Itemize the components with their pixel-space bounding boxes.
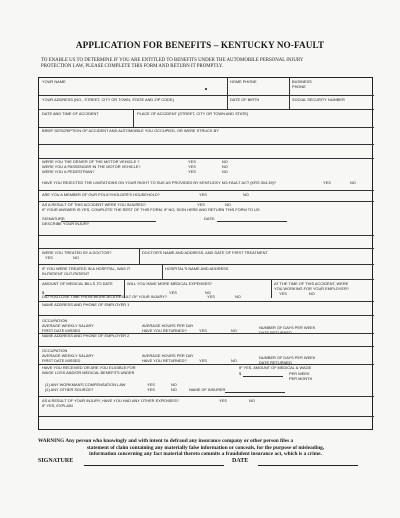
policyholder-no[interactable]: NO — [243, 192, 249, 197]
employer-2-date-returned: DATE RETURNED — [259, 360, 292, 365]
signature-small-label: SIGNATURE: — [42, 216, 66, 221]
form-title: APPLICATION FOR BENEFITS – KENTUCKY NO-FAULT — [75, 40, 325, 50]
other-expenses-no[interactable]: NO — [249, 398, 255, 403]
employer-1-label: NAME ADDRESS AND PHONE OF EMPLOYER 1 — [42, 302, 130, 307]
form-instructions — [41, 58, 371, 71]
application-form-grid — [38, 77, 373, 430]
driver-question: WERE YOU THE DRIVER OF THE MOTOR VEHICLE ? — [42, 159, 140, 164]
if-yes-explain-label: IF YES, EXPLAIN — [42, 403, 73, 408]
employer-2-days-per-week: NUMBER OF DAYS PER WEEK — [259, 355, 316, 360]
passenger-question: WERE YOU A PASSENGER IN THE MOTOR VEHICLE? — [42, 164, 141, 169]
employer-1-returned-question: HAVE YOU RETURNED? — [142, 328, 187, 333]
ssn-label: SOCIAL SECURITY NUMBER — [292, 97, 345, 102]
more-medical-question: WILL YOU HAVE MORE MEDICAL EXPENSES? — [127, 281, 212, 286]
address-label: YOUR ADDRESS (NO., STREET, CITY OR TOWN, STATE AND ZIP CODE) — [42, 97, 174, 102]
employer-2-first-date-missed: FIRST DATE MISSED — [42, 358, 81, 363]
fraud-warning-line-1: WARNING Any person who knowingly and with intent to defraud any insurance company or other person files a — [38, 438, 294, 444]
injured-yes[interactable]: YES — [197, 202, 205, 207]
employer-2-returned-no[interactable]: NO — [231, 358, 237, 363]
employer-1-hours-per-day: AVERAGE HOURS PER DAY — [142, 323, 194, 328]
employer-1-occupation: OCCUPATION — [42, 318, 68, 323]
passenger-no[interactable]: NO — [222, 164, 228, 169]
employer-1-returned-yes[interactable]: YES — [199, 328, 207, 333]
medical-bills-label: AMOUNT OF MEDICAL BILLS TO DATE — [42, 281, 113, 286]
policyholder-yes[interactable]: YES — [199, 192, 207, 197]
employer-2-label: NAME ADDRESS AND PHONE OF EMPLOYER 2 — [42, 333, 130, 338]
injured-no[interactable]: NO — [225, 202, 231, 207]
medical-bills-dollar: $ — [42, 290, 45, 295]
home-phone-label: HOME PHONE — [230, 79, 257, 84]
eligible-amount-label: IF YES, AMOUNT OF MEDICAL & WAGE — [239, 365, 312, 370]
employer-2-occupation: OCCUPATION — [42, 348, 68, 353]
per-week-label: PER WEEK — [289, 371, 310, 376]
hospital-question: IF YOU WERE TREATED IN A HOSPITAL, WAS IT — [42, 266, 131, 271]
lose-time-question: DID YOU LOSE TIME FROM WORK AS A RESULT OF YOUR INJURY? — [42, 294, 167, 299]
working-no[interactable]: NO — [309, 291, 315, 296]
doctor-info-label: DOCTOR'S NAME AND ADDRESS, AND DATE OF FIRST TREATMENT — [142, 250, 268, 255]
fraud-warning-line-2: statement of claim containing any materially false information or conceals, for the purpose of misleading, — [86, 444, 325, 451]
employer-1-returned-no[interactable]: NO — [231, 328, 237, 333]
other-source-no[interactable]: NO — [171, 387, 177, 392]
hospital-info-label: HOSPITAL'S NAME AND ADDRESS — [165, 266, 229, 271]
other-source-yes[interactable]: YES — [147, 387, 155, 392]
workmans-comp-no[interactable]: NO — [171, 382, 177, 387]
your-name-label: YOUR NAME — [42, 79, 66, 84]
working-question-line-2: YOU WORKING FOR YOUR EMPLOYER? — [274, 286, 349, 291]
eligible-question-line-1: HAVE YOU RECEIVED OR ARE YOU ELIGIBLE FOR — [42, 365, 136, 370]
fraud-warning — [38, 438, 373, 458]
policyholder-household-question: ARE YOU A MEMBER OF OUR POLICYHOLDER'S HOUSEHOLD? — [42, 192, 160, 197]
more-medical-yes[interactable]: YES — [169, 290, 177, 295]
other-expenses-yes[interactable]: YES — [219, 398, 227, 403]
doctor-question: WERE YOU TREATED BY A DOCTOR? — [42, 250, 112, 255]
other-expenses-question: AS A RESULT OF YOUR INJURY, HAVE YOU HAD ANY OTHER EXPENSES? — [42, 398, 179, 403]
rejected-limitations-question: HAVE YOU REJECTED THE LIMITATIONS ON YOUR RIGHT TO SUE AS PROVIDED BY KENTUCKY NO-FAULT ACT (KRS 304.39)? — [42, 180, 276, 185]
pedestrian-no[interactable]: NO — [222, 169, 228, 174]
working-yes[interactable]: YES — [279, 291, 287, 296]
fraud-warning-line-3: information concerning any fact material thereto commits a fraudulent insurance act, which is a crime. — [89, 451, 322, 458]
lose-time-yes[interactable]: YES — [207, 294, 215, 299]
workmans-comp-yes[interactable]: YES — [147, 382, 155, 387]
place-of-accident-label: PLACE OF ACCIDENT (STREET, CITY OR TOWN AND STATE) — [137, 111, 249, 116]
more-medical-no[interactable]: NO — [205, 290, 211, 295]
signature-label: SIGNATURE — [38, 458, 74, 464]
employer-1-date-returned: DATE RETURNED — [259, 330, 292, 335]
employer-1-weekly-salary: AVERAGE WEEKLY SALARY — [42, 323, 94, 328]
eligible-dollar: $ — [239, 371, 242, 376]
instruction-line-2: PROTECTION LAW, PLEASE COMPLETE THIS FORM AND RETURN IT PROMPTLY. — [41, 64, 223, 70]
name-of-insurer-label: NAME OF INSURER — [189, 387, 226, 392]
in-out-patient-options[interactable]: IN-PATIENT OUT-PATIENT — [42, 271, 90, 276]
date-of-birth-label: DATE OF BIRTH — [230, 97, 260, 102]
eligible-question-line-2: WAGE LOSS AND/OR MEDICAL BENEFITS UNDER — [42, 370, 135, 375]
lose-time-no[interactable]: NO — [235, 294, 241, 299]
driver-yes[interactable]: YES — [188, 159, 196, 164]
employer-1-days-per-week: NUMBER OF DAYS PER WEEK — [259, 325, 316, 330]
date-line[interactable] — [258, 465, 358, 466]
per-month-label: PER MONTH — [289, 376, 313, 381]
doctor-yes[interactable]: YES — [45, 255, 53, 260]
date-time-accident-label: DATE AND TIME OF ACCIDENT — [42, 111, 99, 116]
injured-question: AS A RESULT OF THIS ACCIDENT WERE YOU INJURED? — [42, 202, 146, 207]
workmans-comp-option: (1) ANY WORKMAN'S COMPENSATION LAW — [45, 382, 126, 387]
scan-speck — [205, 88, 207, 90]
injured-instructions: IF YOUR ANSWER IS YES, COMPLETE THE REST OF THIS FORM. IF NO, SIGN HERE AND RETURN THIS FORM TO US — [42, 207, 260, 212]
driver-no[interactable]: NO — [222, 159, 228, 164]
pedestrian-yes[interactable]: YES — [188, 169, 196, 174]
employer-1-first-date-missed: FIRST DATE MISSED — [42, 328, 81, 333]
signature-line[interactable] — [84, 465, 224, 466]
other-source-option: (2) ANY OTHER SOURCE? — [45, 387, 94, 392]
date-label: DATE — [232, 458, 249, 464]
passenger-yes[interactable]: YES — [188, 164, 196, 169]
describe-injury-label: DESCRIBE YOUR INJURY — [42, 221, 90, 226]
date-small-label: DATE: — [204, 216, 216, 221]
brief-description-label: BRIEF DESCRIPTION OF ACCIDENT AND AUTOMOBILE YOU OCCUPIED, OR WERE STRUCK BY — [42, 128, 219, 133]
doctor-no[interactable]: NO — [73, 255, 79, 260]
employer-2-hours-per-day: AVERAGE HOURS PER DAY — [142, 353, 194, 358]
instruction-line-1: TO ENABLE US TO DETERMINE IF YOU ARE ENTITLED TO BENEFITS UNDER THE AUTOMOBILE PERSONAL INJURY — [41, 58, 304, 63]
working-question-line-1: AT THE TIME OF THIS ACCIDENT, WERE — [274, 281, 349, 286]
business-phone-label: BUSINESS PHONE — [292, 79, 312, 89]
employer-2-weekly-salary: AVERAGE WEEKLY SALARY — [42, 353, 94, 358]
rejected-no[interactable]: NO — [350, 180, 356, 185]
employer-2-returned-question: HAVE YOU RETURNED? — [142, 358, 187, 363]
rejected-yes[interactable]: YES — [323, 180, 331, 185]
pedestrian-question: WERE YOU A PEDESTRIAN? — [42, 169, 95, 174]
employer-2-returned-yes[interactable]: YES — [199, 358, 207, 363]
